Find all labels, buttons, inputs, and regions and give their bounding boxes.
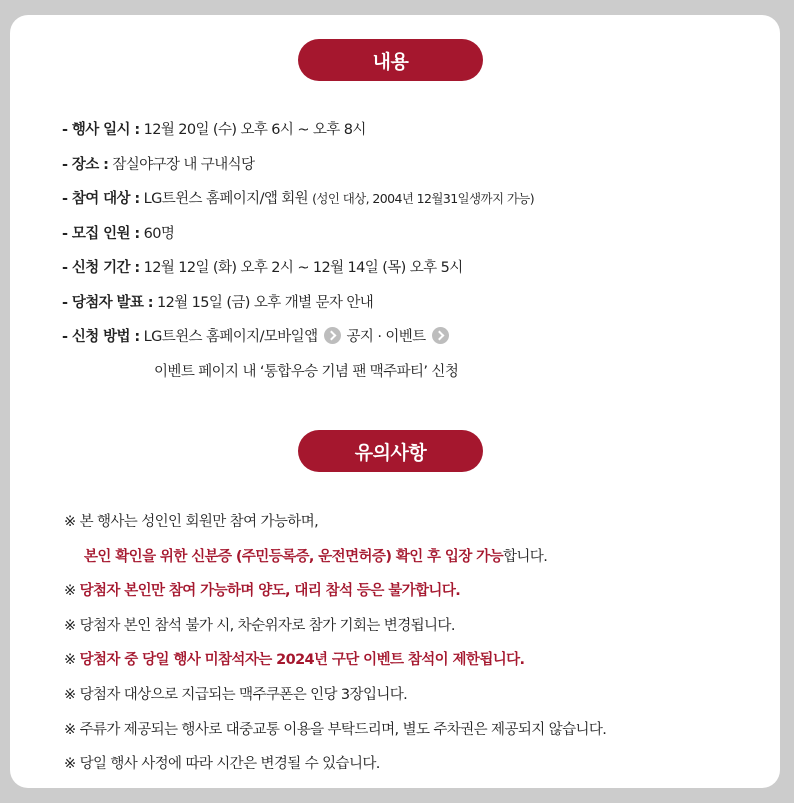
info-value: 12월 12일 (화) 오후 2시 ~ 12월 14일 (목) 오후 5시 [139, 260, 463, 276]
notice-list [64, 505, 606, 782]
notice-item: ※ 당첨자 대상으로 지급되는 맥주쿠폰은 인당 3장입니다. [64, 686, 408, 703]
reference-mark: ※ [64, 652, 80, 669]
event-notice-card [10, 15, 780, 788]
info-row-capacity [62, 217, 534, 252]
highlight-text: 본인 확인을 위한 신분증 (주민등록증, 운전면허증) 확인 후 입장 가능 [84, 548, 503, 565]
info-row-datetime [62, 113, 534, 148]
event-info-list [62, 113, 534, 389]
info-value: 잠실야구장 내 구내식당 [108, 156, 255, 173]
notice-item: ※ 당일 행사 사정에 따라 시간은 변경될 수 있습니다. [64, 756, 380, 773]
reference-mark: ※ [64, 756, 80, 773]
info-label: - 모집 인원 : [62, 225, 140, 242]
chevron-right-icon [324, 327, 341, 344]
section-title-content: 내용 [298, 39, 483, 81]
chevron-right-icon [432, 327, 449, 344]
info-label: - 행사 일시 : [62, 122, 140, 138]
notice-item: ※ 본 행사는 성인인 회원만 참여 가능하며, [64, 514, 319, 530]
highlight-text: 당첨자 본인만 참여 가능하며 양도, 대리 참석 등은 불가합니다. [79, 583, 461, 600]
info-label: - 장소 : [62, 156, 109, 173]
notice-item: ※ 당첨자 본인 참석 불가 시, 차순위자로 참가 기회는 변경됩니다. [64, 617, 455, 634]
info-label: - 신청 기간 : [62, 260, 140, 276]
notice-item [64, 574, 606, 609]
info-row-method-continued: 이벤트 페이지 내 ‘통합우승 기념 팬 맥주파티’ 신청 [154, 363, 459, 380]
info-value: 12월 20일 (수) 오후 6시 ~ 오후 8시 [139, 122, 366, 138]
info-label: - 참여 대상 : [62, 191, 140, 207]
info-note: (성인 대상, 2004년 12월31일생까지 가능) [312, 191, 535, 206]
section-title-notice: 유의사항 [298, 430, 483, 472]
info-row-announcement [62, 286, 534, 321]
info-label: - 당첨자 발표 : [62, 294, 153, 311]
info-row-eligibility [62, 182, 534, 217]
info-value: LG트윈스 홈페이지/모바일앱 [139, 329, 318, 345]
notice-item [64, 643, 606, 678]
info-value-step2: 공지 · 이벤트 [342, 329, 426, 345]
info-row-application-period [62, 251, 534, 286]
reference-mark: ※ [64, 721, 80, 738]
notice-item-continued: 본인 확인을 위한 신분증 (주민등록증, 운전면허증) 확인 후 입장 가능합니다. [84, 548, 548, 565]
info-row-location [62, 148, 534, 183]
reference-mark: ※ [64, 617, 80, 634]
info-label: - 신청 방법 : [62, 329, 140, 345]
highlight-text: 당첨자 중 당일 행사 미참석자는 2024년 구단 이벤트 참석이 제한됩니다. [79, 652, 525, 669]
info-value: LG트윈스 홈페이지/앱 회원 [139, 191, 313, 207]
notice-item: ※ 주류가 제공되는 행사로 대중교통 이용을 부탁드리며, 별도 주차권은 제공되지 않습니다. [64, 721, 607, 738]
info-value: 12월 15일 (금) 오후 개별 문자 안내 [153, 294, 374, 311]
reference-mark: ※ [64, 686, 80, 703]
reference-mark: ※ [64, 514, 80, 530]
info-row-method [62, 320, 534, 355]
reference-mark: ※ [64, 583, 80, 600]
info-value: 60명 [139, 225, 175, 242]
